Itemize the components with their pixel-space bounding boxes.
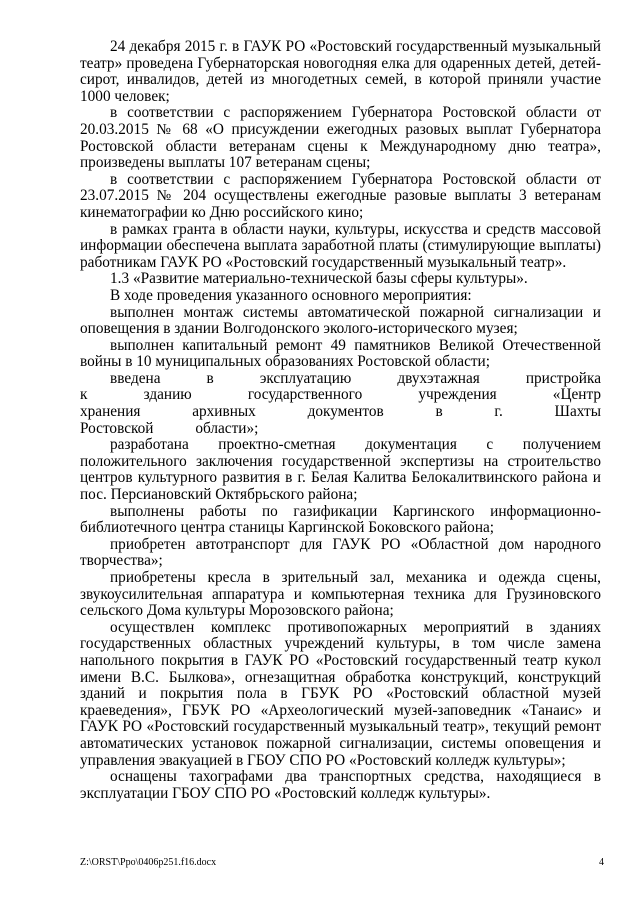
paragraph-tachographs: оснащены тахографами два транспортных средства, находящиеся в эксплуатации ГБОУ СПО РО «Ростовский колледж культуры». [80,768,601,802]
paragraph-equipment-purchase: приобретены кресла в зрительный зал, механика и одежда сцены, звукоусилительная аппаратура и компьютерная техника для Грузиновского сельского Дома культуры Морозовского района; [80,569,601,620]
paragraph-vehicle-purchase: приобретен автотранспорт для ГАУК РО «Областной дом народного творчества»; [80,535,601,570]
paragraph-gasification: выполнены работы по газификации Каргинского информационно-библиотечного центра станицы Каргинской Боковского района; [80,502,601,537]
paragraph-archive-extension: введена в эксплуатацию двухэтажная пристройка к зданию государственного учреждения «Центр хранения архивных документов в г. Шахты Ростовской области»; [80,369,601,437]
document-body [80,39,601,802]
paragraph-grant-salary: в рамках гранта в области науки, культуры, искусства и средств массовой информации обеспечена выплата заработной платы (стимулирующие выплаты) работникам ГАУК РО «Ростовский государственный музыкальный театр». [80,220,601,271]
paragraph-theatre-veterans-payments: в соответствии с распоряжением Губернатора Ростовской области от 20.03.2015 № 68 «О присуждении ежегодных разовых выплат Губернатора Ростовской области ветеранам сцены к Международному дню театра», произведены выплаты 107 ветеранам сцены; [80,104,601,172]
footer-file-path: Z:\ORST\Ppo\0406p251.f16.docx [80,857,217,868]
paragraph-intro-activities: В ходе проведения указанного основного мероприятия: [110,286,472,304]
footer-page-number: 4 [599,857,604,868]
paragraph-monuments-repair: выполнен капитальный ремонт 49 памятников Великой Отечественной войны в 10 муниципальных образованиях Ростовской области; [80,336,601,371]
paragraph-fire-safety-measures: осуществлен комплекс противопожарных мероприятий в зданиях государственных областных учреждений культуры, в том числе замена напольного покрытия в ГАУК РО «Ростовский государственный театр кукол имени В.С. Былкова», огнезащитная обработка конструкций, конструкций зданий и покрытия пола в ГБУК РО «Ростовский областной музей краеведения», ГБУК РО «Археологический музей-заповедник «Танаис» и ГАУК РО «Ростовский государственный музыкальный театр», текущий ремонт автоматических установок пожарной сигнализации, системы оповещения и управления эвакуацией в ГБОУ СПО РО «Ростовский колледж культуры»; [80,618,601,769]
paragraph-cinema-veterans-payments: в соответствии с распоряжением Губернатора Ростовской области от 23.07.2015 № 204 осуществлены ежегодные разовые выплаты 3 ветеранам кинематографии ко Дню российского кино; [80,170,601,221]
paragraph-design-documentation: разработана проектно-сметная документация с получением положительного заключения государственной экспертизы на строительство центров культурного развития в г. Белая Калитва Белокалитвинского района и пос. Персиановский Октябрьского района; [80,436,601,504]
section-heading-1-3: 1.3 «Развитие материально-технической базы сферы культуры». [110,270,528,288]
paragraph-fire-alarm-installation: выполнен монтаж системы автоматической пожарной сигнализации и оповещения в здании Волгодонского эколого-исторического музея; [80,303,601,338]
paragraph-new-year-tree: 24 декабря 2015 г. в ГАУК РО «Ростовский государственный музыкальный театр» проведена Губернаторская новогодняя елка для одаренных детей, детей-сирот, инвалидов, детей из многодетных семей, в которой приняли участие 1000 человек; [80,38,601,105]
